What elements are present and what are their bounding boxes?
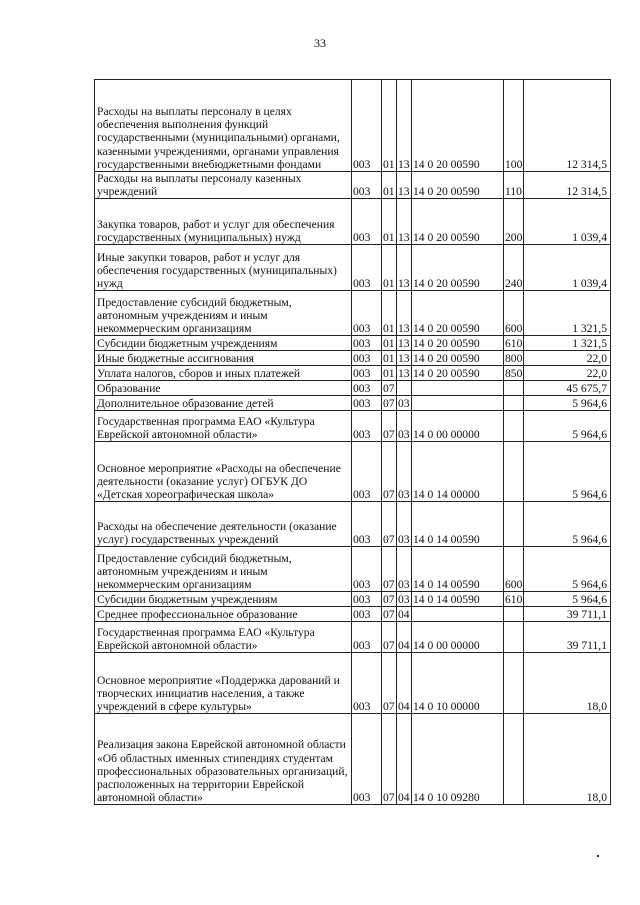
amount: 22,0 [524,351,611,366]
row-name: Государственная программа ЕАО «Культура Еврейской автономной области» [95,411,352,442]
expense-type-code [504,622,524,653]
target-item-code: 14 0 20 00590 [412,291,504,336]
expense-type-code: 610 [505,593,523,607]
subsection-code: 04 [397,714,412,805]
section-code: 01 [382,172,397,199]
ved-code: 003 [352,396,382,411]
table-row [95,622,611,653]
amount: 1 321,5 [524,291,611,336]
amount: 5 964,6 [524,592,611,607]
row-name: Дополнительное образование детей [95,396,352,411]
amount: 1 321,5 [524,336,611,351]
expense-type-code: 600 [504,291,524,336]
amount: 39 711,1 [524,622,611,653]
target-item-code: 14 0 00 00000 [412,622,504,653]
subsection-code: 03 [397,547,412,592]
expense-type-code [504,502,524,547]
target-item-code: 14 0 20 00590 [412,351,504,366]
row-name: Субсидии бюджетным учреждениям [95,336,352,351]
subsection-code: 03 [397,442,412,502]
ved-code: 003 [352,442,382,502]
row-name: Расходы на обеспечение деятельности (оказание услуг) государственных учреждений [95,502,352,547]
subsection-code: 03 [398,593,410,607]
ved-code: 003 [352,622,382,653]
row-name: Иные закупки товаров, работ и услуг для обеспечения государственных (муниципальных) нужд [95,245,352,291]
scan-speck [597,855,599,857]
subsection-code: 13 [397,245,412,291]
target-item-code: 14 0 20 00590 [412,366,504,381]
row-name: Основное мероприятие «Расходы на обеспечение деятельности (оказание услуг) ОГБУК ДО «Детская хореографическая школа» [95,442,352,502]
amount: 5 964,6 [524,547,611,592]
ved-code: 003 [352,199,382,245]
row-name: Основное мероприятие «Поддержка дарований и творческих инициатив населения, а также учреждений в сфере культуры» [95,653,352,714]
subsection-code: 13 [397,291,412,336]
ved-code: 003 [352,172,382,199]
expense-type-code: 600 [504,547,524,592]
ved-code: 003 [352,592,382,607]
section-code: 07 [383,593,395,607]
subsection-code: 13 [398,337,410,351]
target-item-code: 14 0 14 00000 [412,442,504,502]
target-item-code: 14 0 14 00590 [412,547,504,592]
section-code: 07 [382,622,397,653]
table-row [95,172,611,199]
expense-type-code [504,381,524,396]
table-row [95,502,611,547]
table-row [95,592,611,607]
ved-code: 003 [352,381,382,396]
section-code: 07 [382,653,397,714]
target-item-code: 14 0 00 00000 [412,411,504,442]
amount: 5 964,6 [524,502,611,547]
row-name: Расходы на выплаты персоналу в целях обеспечения выполнения функций государственными (муниципальными) органами, казенными учреждениями, органами управления государственными внебюджетными фондами [95,80,352,172]
table-row [95,351,611,366]
table-row [95,442,611,502]
table-row [95,199,611,245]
row-name: Иные бюджетные ассигнования [95,351,352,366]
ved-code: 003 [352,336,382,351]
expense-type-code: 610 [505,337,523,351]
target-item-code: 14 0 20 00590 [412,172,504,199]
subsection-code: 04 [397,622,412,653]
target-item-code: 14 0 20 00590 [412,80,504,172]
section-code: 07 [382,411,397,442]
amount: 22,0 [524,366,611,381]
row-name: Расходы на выплаты персоналу казенных учреждений [95,172,352,199]
subsection-code: 03 [397,411,412,442]
expense-type-code: 800 [505,352,523,366]
subsection-code: 03 [397,502,412,547]
section-code: 01 [382,291,397,336]
table-row [95,396,611,411]
amount: 18,0 [524,714,611,805]
expense-type-code: 240 [504,245,524,291]
section-code: 07 [382,442,397,502]
ved-code: 003 [352,351,382,366]
page-number: 33 [314,36,326,50]
target-item-code: 14 0 14 00590 [412,502,504,547]
amount: 39 711,1 [524,607,611,622]
row-name: Государственная программа ЕАО «Культура Еврейской автономной области» [95,622,352,653]
expense-type-code [504,607,524,622]
table-row [95,653,611,714]
amount: 18,0 [524,653,611,714]
section-code: 01 [383,337,395,351]
row-name: Образование [95,381,352,396]
amount: 5 964,6 [524,411,611,442]
section-code: 07 [383,397,395,411]
amount: 12 314,5 [524,172,611,199]
expense-type-code [504,396,524,411]
subsection-code: 13 [397,199,412,245]
subsection-code: 13 [398,367,410,381]
section-code: 01 [383,352,395,366]
row-name: Реализация закона Еврейской автономной области «Об областных именных стипендиях студентам профессиональных образовательных организаций, расположенных на территории Еврейской автономной области» [95,714,352,805]
table-row [95,336,611,351]
table-row [95,411,611,442]
expense-type-code: 850 [505,367,523,381]
table-row [95,80,611,172]
table-row [95,291,611,336]
target-item-code [412,381,504,396]
amount: 45 675,7 [524,381,611,396]
ved-code: 003 [352,502,382,547]
amount: 12 314,5 [524,80,611,172]
table-row [95,547,611,592]
table-row [95,714,611,805]
ved-code: 003 [352,411,382,442]
section-code: 01 [382,199,397,245]
target-item-code: 14 0 20 00590 [412,336,504,351]
subsection-code [397,381,412,396]
target-item-code: 14 0 10 09280 [412,714,504,805]
table-row [95,366,611,381]
ved-code: 003 [352,366,382,381]
subsection-code: 04 [398,608,410,622]
target-item-code: 14 0 10 00000 [412,653,504,714]
ved-code: 003 [352,291,382,336]
amount: 1 039,4 [524,199,611,245]
expense-type-code: 110 [504,172,524,199]
section-code: 01 [383,367,395,381]
amount: 1 039,4 [524,245,611,291]
section-code: 07 [382,547,397,592]
expense-type-code [504,714,524,805]
target-item-code: 14 0 14 00590 [412,592,504,607]
section-code: 07 [382,502,397,547]
subsection-code: 04 [397,653,412,714]
amount: 5 964,6 [524,442,611,502]
section-code: 01 [382,245,397,291]
row-name: Среднее профессиональное образование [95,607,352,622]
section-code: 07 [383,608,395,622]
subsection-code: 03 [398,397,410,411]
ved-code: 003 [352,714,382,805]
budget-table [94,79,611,805]
row-name: Субсидии бюджетным учреждениям [95,592,352,607]
amount: 5 964,6 [524,396,611,411]
subsection-code: 13 [398,352,410,366]
expense-type-code [504,442,524,502]
row-name: Уплата налогов, сборов и иных платежей [95,366,352,381]
table-row [95,245,611,291]
section-code: 07 [382,714,397,805]
expense-type-code [504,411,524,442]
expense-type-code [504,653,524,714]
ved-code: 003 [352,547,382,592]
ved-code: 003 [352,80,382,172]
section-code: 01 [382,80,397,172]
target-item-code: 14 0 20 00590 [412,199,504,245]
section-code: 07 [383,382,395,396]
target-item-code [412,607,504,622]
table-row [95,381,611,396]
ved-code: 003 [352,245,382,291]
expense-type-code: 100 [504,80,524,172]
target-item-code [412,396,504,411]
table-row [95,607,611,622]
row-name: Предоставление субсидий бюджетным, автономным учреждениям и иным некоммерческим организациям [95,547,352,592]
expense-type-code: 200 [504,199,524,245]
subsection-code: 13 [397,172,412,199]
ved-code: 003 [352,607,382,622]
subsection-code: 13 [397,80,412,172]
row-name: Предоставление субсидий бюджетным, автономным учреждениям и иным некоммерческим организациям [95,291,352,336]
row-name: Закупка товаров, работ и услуг для обеспечения государственных (муниципальных) нужд [95,199,352,245]
target-item-code: 14 0 20 00590 [412,245,504,291]
ved-code: 003 [352,653,382,714]
